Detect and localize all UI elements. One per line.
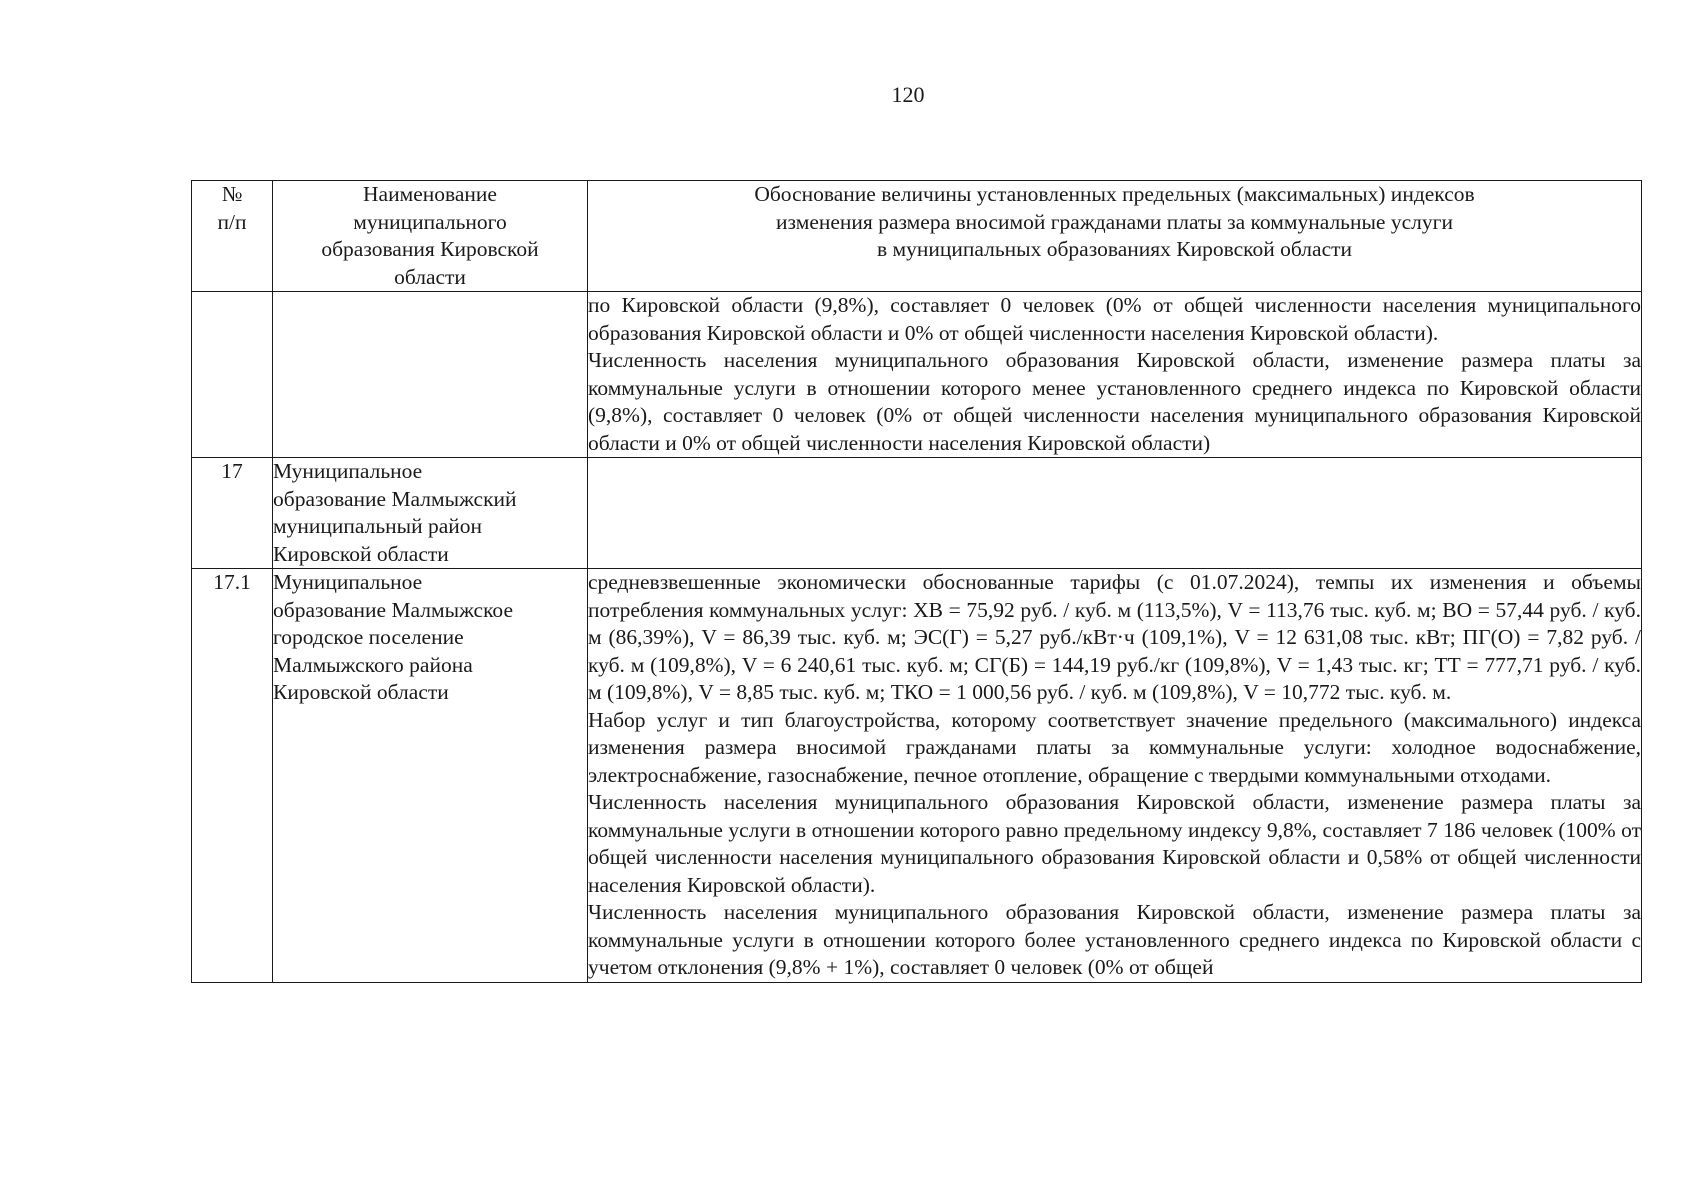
justification-paragraph: средневзвешенные экономически обоснованные тарифы (с 01.07.2024), темпы их изменения и объемы потребления коммунальных услуг: ХВ = 75,92 руб. / куб. м (113,5%), V = 113,76 тыс. куб. м; ВО = 57,44 руб. / куб. м (86,39%), V = 86,39 тыс. куб. м; ЭС(Г) = 5,27 руб./кВт·ч (109,1%), V = 12 631,08 тыс. кВт; ПГ(О) = 7,82 руб. / куб. м (109,8%), V = 6 240,61 тыс. куб. м; СГ(Б) = 144,19 руб./кг (109,8%), V = 1,43 тыс. кг; ТТ = 777,71 руб. / куб. м (109,8%), V = 8,85 тыс. куб. м; ТКО = 1 000,56 руб. / куб. м (109,8%), V = 10,772 тыс. куб. м. xyxy=(588,570,1641,704)
row-number: 17 xyxy=(192,458,273,569)
header-line: изменения размера вносимой гражданами платы за коммунальные услуги xyxy=(776,209,1453,234)
header-line: муниципального xyxy=(353,209,507,234)
page-number: 120 xyxy=(891,82,925,107)
row-municipality-name xyxy=(273,292,588,458)
header-line: п/п xyxy=(217,209,247,234)
justification-paragraph: по Кировской области (9,8%), составляет 0 человек (0% от общей численности населения муниципального образования Кировской области и 0% от общей численности населения Кировской области). xyxy=(588,293,1641,345)
name-line: Муниципальное xyxy=(273,459,423,483)
row-number: 17.1 xyxy=(192,569,273,983)
name-line: городское поселение xyxy=(273,625,464,649)
justification-table xyxy=(191,180,1642,983)
justification-paragraph: Численность населения муниципального образования Кировской области, изменение размера платы за коммунальные услуги в отношении которого более установленного среднего индекса по Кировской области с учетом отклонения (9,8% + 1%), составляет 0 человек (0% от общей xyxy=(588,900,1641,979)
row-municipality-name xyxy=(273,458,588,569)
header-line: образования Кировской xyxy=(321,237,539,261)
header-line: Наименование xyxy=(363,182,497,206)
header-line: в муниципальных образованиях Кировской области xyxy=(876,237,1353,261)
name-line: муниципальный район xyxy=(273,514,483,538)
row-justification xyxy=(588,569,1642,983)
justification-paragraph: Набор услуг и тип благоустройства, которому соответствует значение предельного (максимального) индекса изменения размера вносимой гражданами платы за коммунальные услуги: холодное водоснабжение, электроснабжение, газоснабжение, печное отопление, обращение с твердыми коммунальными отходами. xyxy=(588,707,1641,787)
name-line: Малмыжского района xyxy=(273,652,473,677)
name-line: Муниципальное xyxy=(273,570,423,594)
name-line: образование Малмыжское xyxy=(273,597,513,622)
table-row xyxy=(192,292,1642,458)
row-municipality-name xyxy=(273,569,588,983)
row-number xyxy=(192,292,273,458)
row-justification xyxy=(588,458,1642,569)
table-header-row xyxy=(192,181,1642,292)
table-row xyxy=(192,458,1642,569)
header-line: области xyxy=(394,264,466,289)
justification-paragraph: Численность населения муниципального образования Кировской области, изменение размера платы за коммунальные услуги в отношении которого менее установленного среднего индекса по Кировской области (9,8%), составляет 0 человек (0% от общей численности населения муниципального образования Кировской области и 0% от общей численности населения Кировской области) xyxy=(588,348,1641,455)
header-number xyxy=(192,181,273,292)
header-line: № xyxy=(221,182,243,206)
name-line: Кировской области xyxy=(273,541,449,566)
header-line: Обоснование величины установленных предельных (максимальных) индексов xyxy=(754,182,1475,206)
name-line: образование Малмыжский xyxy=(273,486,517,511)
row-justification xyxy=(588,292,1642,458)
header-justification xyxy=(588,181,1642,292)
header-municipality-name xyxy=(273,181,588,292)
name-line: Кировской области xyxy=(273,680,449,704)
table-row xyxy=(192,569,1642,983)
justification-paragraph: Численность населения муниципального образования Кировской области, изменение размера платы за коммунальные услуги в отношении которого равно предельному индексу 9,8%, составляет 7 186 человек (100% от общей численности населения муниципального образования Кировской области и 0,58% от общей численности населения Кировской области). xyxy=(588,790,1641,897)
